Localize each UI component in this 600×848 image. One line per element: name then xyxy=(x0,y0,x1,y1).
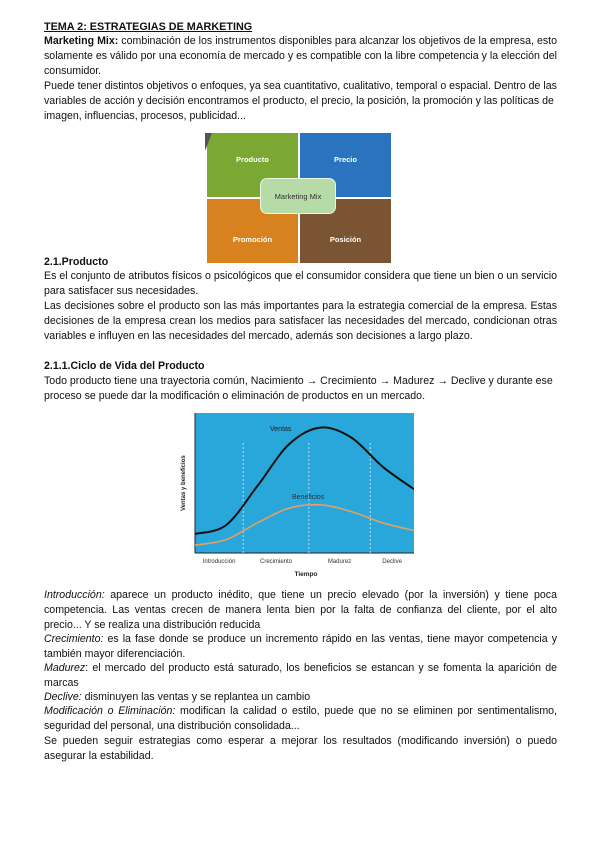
stage-term: Modificación o Eliminación: xyxy=(44,705,176,717)
chart-plot-area xyxy=(195,413,414,553)
intro-paragraph: Puede tener distintos objetivos o enfoques, ya sea cuantitativo, cualitativo, temporal o espacial. Dentro de las variables de acción y decisión encontramos el producto, el precio, la posición, la promoción y las políticas de imagen, influencias, procesos, publicidad... xyxy=(44,80,557,122)
x-axis-label: Tiempo xyxy=(294,571,318,578)
producto-paragraph-2: Las decisiones sobre el producto son las más importantes para la estrategia comercial de la empresa. Estas decisiones de la empresa crean los medios para satisfacer las necesidades del mercado, condicionan otras variables e influyen en las necesidades del mercado, además son decisiones a largo plazo. xyxy=(44,300,557,342)
stage-text: aparece un producto inédito, que tiene un precio elevado (por la inversión) y tiene poca competencia. Las ventas crecen de manera lenta bien por la falta de confianza del cliente, por el alto precio... Y se realiza una distribución reducida xyxy=(44,589,557,631)
quadrant-label: Precio xyxy=(334,155,357,164)
stage-text: disminuyen las ventas y se replantea un cambio xyxy=(81,691,311,703)
intro-definition xyxy=(44,34,557,79)
stage-declive xyxy=(44,690,557,705)
product-life-cycle-chart xyxy=(178,413,414,583)
ciclo-paragraph: Todo producto tiene una trayectoria común, Nacimiento → Crecimiento → Madurez → Declive y durante ese proceso se puede dar la modificación o eliminación de productos en un mercado. xyxy=(44,375,553,402)
heading-producto: 2.1.Producto xyxy=(44,256,109,268)
definition-text: combinación de los instrumentos disponibles para alcanzar los objetivos de la empresa, esto solamente es válido por una economía de mercado y es compatible con la libre competencia y la elección del consumidor. xyxy=(44,35,557,77)
stage-madurez xyxy=(44,661,557,691)
series-label-ventas: Ventas xyxy=(270,426,292,433)
term-marketing-mix: Marketing Mix: xyxy=(44,35,119,47)
stage-modificacion xyxy=(44,704,557,734)
stage-term: Crecimiento: xyxy=(44,633,104,645)
stage-crecimiento xyxy=(44,632,557,662)
stage-text: modifican la calidad o estilo, puede que no se eliminen por sentimentalismo, seguridad del personal, una distribución consolidada... xyxy=(44,705,557,732)
stage-text: : el mercado del producto está saturado, los beneficios se estancan y se fomenta la aparición de marcas xyxy=(44,662,557,689)
phase-label: Declive xyxy=(382,559,402,565)
plc-chart-svg xyxy=(178,413,414,583)
quadrant-label: Promoción xyxy=(232,235,273,244)
stage-introduccion xyxy=(44,588,557,633)
stage-term: Introducción: xyxy=(44,589,105,601)
phase-label: Madurez xyxy=(327,559,352,565)
producto-paragraph-1: Es el conjunto de atributos físicos o psicológicos que el consumidor considera que tiene un bien o un servicio para satisfacer sus necesidades. xyxy=(44,270,557,297)
quadrant-label: Posición xyxy=(329,235,362,244)
marketing-mix-diagram xyxy=(207,133,391,263)
document-title: TEMA 2: ESTRATEGIAS DE MARKETING xyxy=(44,21,253,33)
stage-term: Madurez xyxy=(44,662,86,674)
marketing-mix-center: Marketing Mix xyxy=(260,178,336,214)
heading-ciclo-vida: 2.1.1.Ciclo de Vida del Producto xyxy=(44,360,205,372)
stage-term: Declive: xyxy=(44,691,82,703)
corner-fold-decoration xyxy=(205,133,212,151)
y-axis-label: Ventas y beneficios xyxy=(181,455,187,511)
closing-paragraph: Se pueden seguir estrategias como esperar a mejorar los resultados (modificando inversión) o puedo asegurar la estabilidad. xyxy=(44,735,557,762)
phase-label: Crecimiento xyxy=(259,559,293,565)
series-label-beneficios: Beneficios xyxy=(292,494,325,501)
quadrant-label: Producto xyxy=(236,155,269,164)
phase-label: Introducción xyxy=(202,559,236,565)
stage-text: es la fase donde se produce un incremento rápido en las ventas, tiene mayor competencia y también mayor diferenciación. xyxy=(44,633,557,660)
